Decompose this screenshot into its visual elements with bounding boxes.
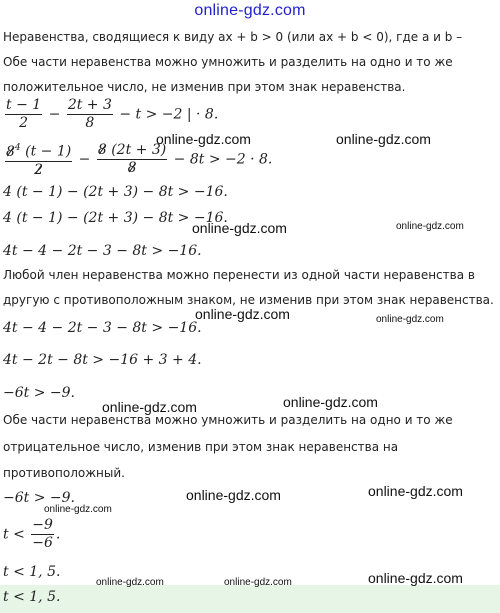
equation-9: −6t > −9. <box>3 490 75 506</box>
watermark: online-gdz.com <box>102 399 197 415</box>
cancelled-factor: 8 <box>97 141 107 158</box>
rule-text-line: противоположный. <box>3 466 125 480</box>
denominator: 8 <box>85 115 95 131</box>
numerator: 2t + 3 <box>67 97 112 113</box>
watermark: online-gdz.com <box>156 131 251 147</box>
final-answer: t < 1, 5. <box>3 589 61 605</box>
denominator: 2 <box>19 115 29 131</box>
numerator: t − 1 <box>6 97 42 113</box>
watermark: online-gdz.com <box>336 131 431 147</box>
inequality-lhs: t < <box>3 526 25 543</box>
equation-11: t < 1, 5. <box>3 564 61 580</box>
fraction <box>5 140 72 179</box>
minus-sign: − <box>78 151 91 168</box>
rule-text-line: Неравенства, сводящиеся к виду ax + b > 0 (или ax + b < 0), где a и b – <box>3 30 463 44</box>
fraction <box>5 97 42 132</box>
equation-6: 4t − 4 − 2t − 3 − 8t > −16. <box>3 320 202 336</box>
equation-tail: − 8t > −2 · 8. <box>173 151 273 168</box>
fraction <box>97 142 167 177</box>
watermark: online-gdz.com <box>96 577 164 588</box>
numerator: (t − 1) <box>25 143 72 160</box>
watermark: online-gdz.com <box>192 220 287 236</box>
equation-8: −6t > −9. <box>3 385 75 401</box>
watermark: online-gdz.com <box>44 504 112 515</box>
equation-3: 4 (t − 1) − (2t + 3) − 8t > −16. <box>3 184 228 200</box>
denominator: −6 <box>32 535 53 551</box>
rule-text-line: Любой член неравенства можно перенести из одной части неравенства в <box>3 268 475 282</box>
cancelled-denominator: 8 <box>127 159 137 176</box>
minus-sign: − <box>48 106 61 123</box>
watermark: online-gdz.com <box>368 570 463 586</box>
cancelled-factor: 8 <box>6 143 15 160</box>
numerator: −9 <box>32 517 53 533</box>
answer-bar <box>0 585 500 613</box>
watermark: online-gdz.com <box>376 314 444 325</box>
equation-4: 4 (t − 1) − (2t + 3) − 8t > −16. <box>3 210 228 226</box>
rule-text-line: Обе части неравенства можно умножить и разделить на одно и то же <box>3 413 453 427</box>
watermark: online-gdz.com <box>368 483 463 499</box>
equation-7: 4t − 2t − 8t > −16 + 3 + 4. <box>3 352 202 368</box>
reduced-factor: 4 <box>14 143 21 153</box>
equation-10 <box>3 517 60 552</box>
rule-text-line: отрицательное число, изменив при этом знак неравенства на <box>3 440 399 454</box>
watermark: online-gdz.com <box>396 221 464 232</box>
rule-text-line: положительное число, не изменив при этом знак неравенства. <box>3 80 406 94</box>
equation-tail: − t > −2 | · 8. <box>119 106 219 123</box>
period: . <box>55 526 61 543</box>
equation-1 <box>3 97 218 132</box>
numerator: (2t + 3) <box>111 141 167 158</box>
site-header[interactable]: online-gdz.com <box>194 2 306 19</box>
watermark: online-gdz.com <box>224 577 292 588</box>
watermark: online-gdz.com <box>186 487 281 503</box>
cancelled-denominator: 2 <box>34 161 44 178</box>
watermark: online-gdz.com <box>283 394 378 410</box>
equation-5: 4t − 4 − 2t − 3 − 8t > −16. <box>3 243 202 259</box>
rule-text-line: Обе части неравенства можно умножить и разделить на одно и то же <box>3 55 453 69</box>
rule-text-line: другую с противоположным знаком, не изменив при этом знак неравенства. <box>3 293 494 307</box>
fraction <box>31 517 54 552</box>
watermark: online-gdz.com <box>195 306 290 322</box>
fraction <box>67 97 113 132</box>
